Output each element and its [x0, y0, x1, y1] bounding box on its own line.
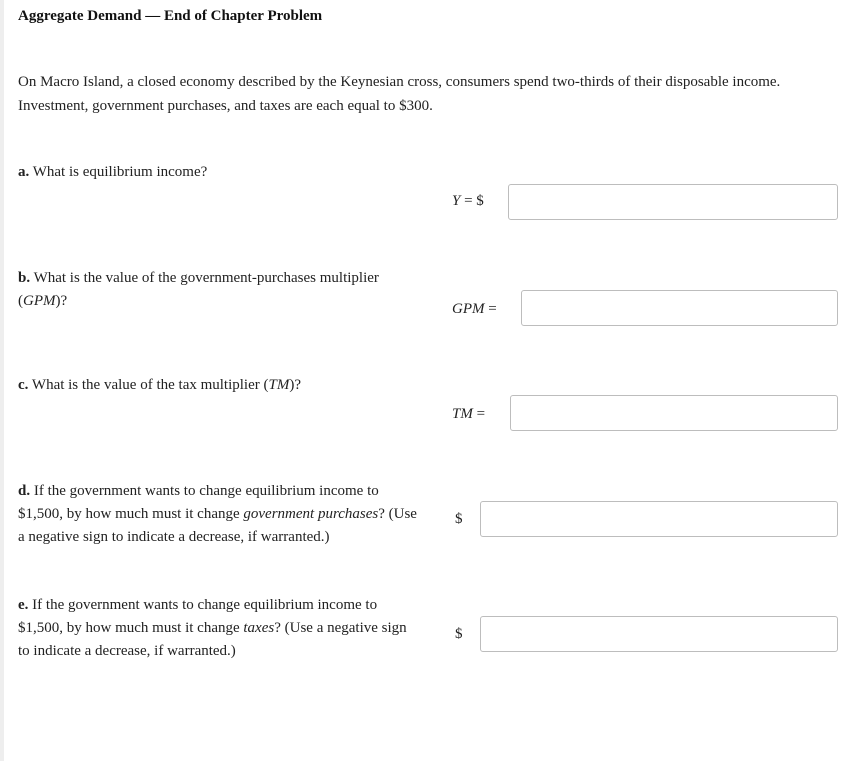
question-c-text-before: What is the value of the tax multiplier ( — [31, 377, 269, 393]
question-c-letter: c. — [18, 377, 29, 393]
answer-c-var: TM — [452, 406, 473, 422]
government-purchases-change-input[interactable] — [480, 501, 838, 537]
answer-b-var: GPM — [452, 301, 485, 317]
page-title: Aggregate Demand — End of Chapter Problem — [18, 8, 323, 24]
question-d-text-after: ? (Use a negative sign to indicate a decrease, if warranted.) — [18, 506, 417, 545]
question-d-letter: d. — [18, 483, 31, 499]
question-a-letter: a. — [18, 164, 30, 180]
answer-a-var: Y — [452, 193, 461, 209]
question-c-text-italic: TM — [268, 377, 290, 393]
question-e-text-before: If the government wants to change equilibrium income to $1,500, by how much must it change — [18, 597, 378, 636]
question-b — [18, 267, 418, 313]
question-b-text-after: )? — [55, 293, 68, 309]
answer-a-label — [452, 193, 484, 210]
question-e — [18, 594, 418, 663]
question-b-text-italic: GPM — [23, 293, 56, 309]
question-e-letter: e. — [18, 597, 29, 613]
question-a-text: What is equilibrium income? — [32, 164, 208, 180]
question-a — [18, 161, 418, 184]
taxes-change-input[interactable] — [480, 616, 838, 652]
question-b-letter: b. — [18, 270, 31, 286]
question-c — [18, 374, 418, 397]
gpm-input[interactable] — [521, 290, 838, 326]
answer-c-suffix: = — [472, 406, 486, 422]
answer-e-label: $ — [455, 626, 463, 642]
tm-input[interactable] — [510, 395, 838, 431]
equilibrium-income-input[interactable] — [508, 184, 838, 220]
answer-b-suffix: = — [484, 301, 497, 317]
question-e-text-after: ? (Use a negative sign to indicate a decrease, if warranted.) — [18, 620, 407, 659]
question-d-text-before: If the government wants to change equilibrium income to $1,500, by how much must it change — [18, 483, 379, 522]
answer-d-label: $ — [455, 511, 463, 527]
problem-intro: On Macro Island, a closed economy described by the Keynesian cross, consumers spend two-thirds of their disposable income. Investment, government purchases, and taxes are each equal to $300. — [18, 74, 781, 114]
question-d-text-italic: government purchases — [243, 506, 379, 522]
answer-c-label — [452, 406, 485, 423]
question-e-text-italic: taxes — [243, 620, 275, 636]
question-b-text-before: What is the value of the government-purchases multiplier ( — [18, 270, 379, 309]
answer-a-suffix: = $ — [460, 193, 484, 209]
left-border — [0, 0, 4, 761]
question-c-text-after: )? — [289, 377, 302, 393]
question-d — [18, 480, 418, 549]
answer-b-label — [452, 301, 497, 318]
